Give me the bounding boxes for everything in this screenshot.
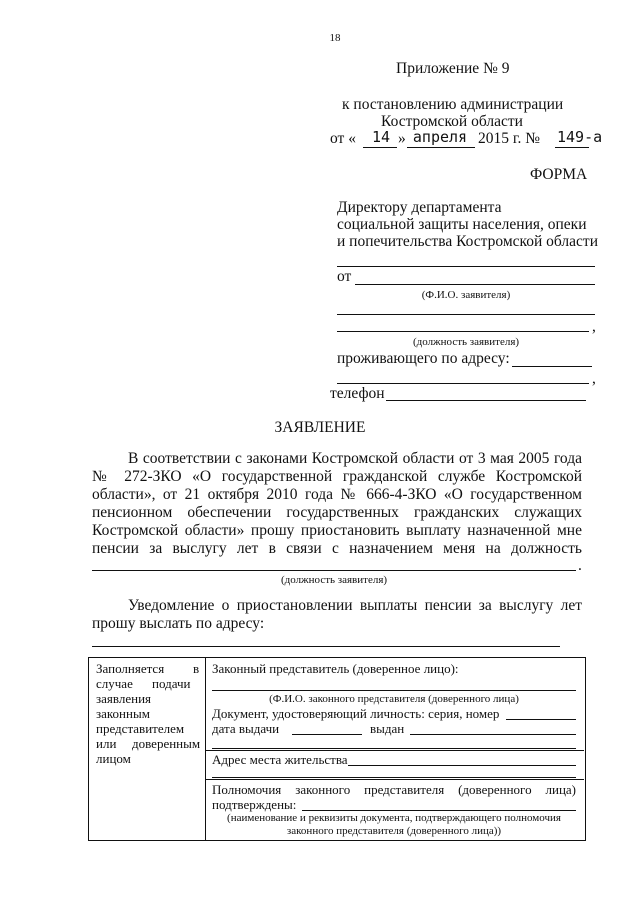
- issued-by-label: выдан: [370, 721, 405, 736]
- end-dot: .: [578, 557, 582, 574]
- form-label: ФОРМА: [530, 166, 588, 183]
- region-line: Костромской области: [381, 113, 523, 130]
- blank-line-2: [337, 314, 595, 315]
- representative-label: Законный представитель (доверенное лицо):: [212, 661, 459, 676]
- representative-fio-field[interactable]: [212, 690, 576, 691]
- address-field-2[interactable]: [337, 383, 589, 384]
- id-document-label: Документ, удостоверяющий личность: серия, номер: [212, 706, 500, 721]
- from-label: от: [337, 268, 352, 285]
- comma-2: ,: [592, 370, 596, 387]
- page-number: 18: [329, 32, 341, 44]
- addressee-line-2: социальной защиты населения, опеки: [337, 216, 587, 233]
- residing-label: проживающего по адресу:: [337, 350, 510, 367]
- body-position-caption: (должность заявителя): [280, 574, 388, 586]
- powers-caption-2: законного представителя (доверенного лица)): [286, 825, 502, 837]
- body-line-5: Костромской области» прошу приостановить выплату назначенной мне: [92, 522, 582, 539]
- date-year: 2015 г. №: [478, 130, 541, 147]
- date-day-close: »: [398, 130, 406, 147]
- id-document-field[interactable]: [506, 719, 576, 720]
- addressee-line-3: и попечительства Костромской области: [337, 233, 598, 250]
- comma-1: ,: [592, 318, 596, 335]
- date-month: апреля: [412, 128, 468, 146]
- issued-by-field-2[interactable]: [212, 748, 576, 749]
- notice-line-1: Уведомление о приостановлении выплаты пенсии за выслугу лет: [128, 597, 582, 614]
- date-prefix: от «: [330, 130, 356, 147]
- notice-line-2: прошу выслать по адресу:: [92, 615, 265, 632]
- body-line-1: В соответствии с законами Костромской области от 3 мая 2005 года: [128, 450, 582, 467]
- address-field[interactable]: [512, 366, 592, 367]
- position-field[interactable]: [337, 331, 589, 332]
- resolution-line: к постановлению администрации: [342, 96, 564, 113]
- representative-fio-caption: (Ф.И.О. законного представителя (доверенного лица): [269, 693, 519, 705]
- fio-caption: (Ф.И.О. заявителя): [421, 289, 511, 301]
- addressee-line-1: Директору департамента: [337, 199, 502, 216]
- powers-caption-1: (наименование и реквизиты документа, подтверждающего полномочия: [227, 812, 561, 824]
- blank-line-1: [337, 266, 595, 267]
- appendix-title: Приложение № 9: [396, 60, 510, 77]
- issued-by-field[interactable]: [410, 734, 576, 735]
- body-line-4: пенсионном обеспечении государственных гражданских служащих: [92, 504, 582, 521]
- position-caption: (должность заявителя): [412, 336, 520, 348]
- document-title: ЗАЯВЛЕНИЕ: [274, 419, 366, 436]
- address-label: Адрес места жительства: [212, 752, 348, 767]
- body-line-3: области», от 21 октября 2010 года № 666-4-ЗКО «О государственном: [92, 486, 582, 503]
- issue-date-label: дата выдачи: [212, 721, 280, 736]
- representative-address-field-2[interactable]: [212, 777, 576, 778]
- position-blank[interactable]: [92, 570, 576, 571]
- fio-field[interactable]: [355, 284, 595, 285]
- powers-line-1: Полномочия законного представителя (доверенного лица): [212, 782, 576, 797]
- body-line-2: № 272-ЗКО «О государственной гражданской службе Костромской: [92, 468, 582, 485]
- resolution-number: 149-а: [557, 128, 603, 146]
- powers-field[interactable]: [302, 810, 576, 811]
- powers-line-2: подтверждены:: [212, 797, 297, 812]
- phone-field[interactable]: [386, 400, 586, 401]
- body-line-6: пенсии за выслугу лет в связи с назначением меня на должность: [92, 540, 582, 557]
- date-day: 14: [371, 128, 391, 146]
- notice-address-field[interactable]: [92, 646, 560, 647]
- issue-date-field[interactable]: [292, 734, 362, 735]
- phone-label: телефон: [330, 385, 385, 402]
- representative-address-field[interactable]: [348, 765, 576, 766]
